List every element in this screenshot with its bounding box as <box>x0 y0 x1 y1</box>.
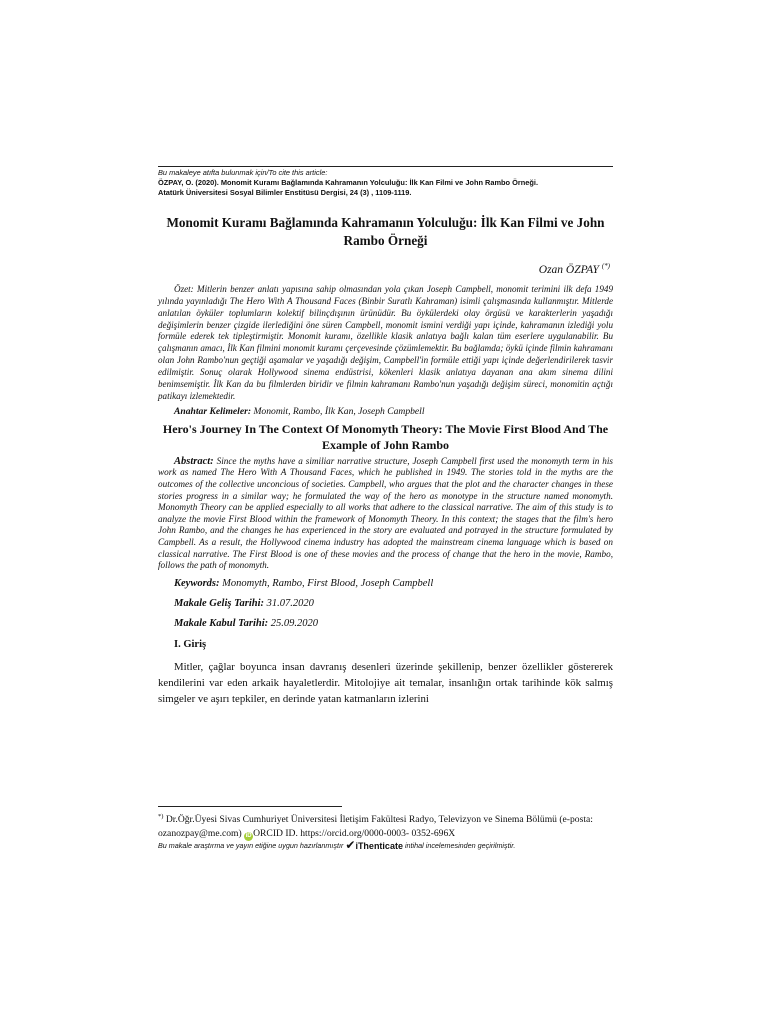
keywords-en-label: Keywords: <box>174 577 220 589</box>
plagiarism-note <box>158 838 613 852</box>
section-heading: I. Giriş <box>174 638 207 650</box>
accepted-value: 25.09.2020 <box>270 617 319 629</box>
body-paragraph: Mitler, çağlar boyunca insan davranış desenleri üzerinde şekillenip, benzer özellikler göstererek kendilerini var eden arkaik hayaletlerdir. Mitolojiye ait temalar, insanlığın ortak tarihinde kök salmış simgeler ve aşırı tepkiler, en derinde yatan katmanların izlerini <box>158 660 613 705</box>
footnote-mark: *) <box>158 813 164 820</box>
article-title-tr: Monomit Kuramı Bağlamında Kahramanın Yolculuğu: İlk Kan Filmi ve John Rambo Örneği <box>166 215 605 248</box>
orcid-icon: iD <box>245 833 252 840</box>
plagiarism-text-before: Bu makale araştırma ve yayın etiğine uygun hazırlanmıştır <box>158 841 344 850</box>
keywords-en <box>158 578 613 589</box>
abstract-tr-label: Özet: <box>174 283 194 294</box>
plagiarism-text-after: intihal incelemesinden geçirilmiştir. <box>404 841 516 850</box>
article-page <box>158 166 613 707</box>
citation-intro: Bu makaleye atıfta bulunmak için/To cite this article: <box>158 168 328 177</box>
citation-block <box>158 166 613 198</box>
footnote-divider <box>158 806 342 807</box>
author <box>158 262 610 276</box>
citation-ref-line1: ÖZPAY, O. (2020). Monomit Kuramı Bağlamında Kahramanın Yolculuğu: İlk Kan Filmi ve John Rambo Örneği. <box>158 178 538 187</box>
footnote <box>158 810 613 841</box>
ithenticate-logo <box>345 838 403 852</box>
received-label: Makale Geliş Tarihi: <box>174 597 265 609</box>
accepted-date <box>158 618 613 629</box>
abstract-en <box>158 456 613 572</box>
author-name: Ozan ÖZPAY <box>538 263 599 276</box>
citation-ref-line2: Atatürk Üniversitesi Sosyal Bilimler Enstitüsü Dergisi, 24 (3) , 1109-1119. <box>158 188 412 197</box>
keywords-en-text: Monomyth, Rambo, First Blood, Joseph Campbell <box>222 577 434 589</box>
ithenticate-brand: iThenticate <box>355 841 403 851</box>
orcid-link[interactable]: ORCID ID. https://orcid.org/0000-0003- 0352-696X <box>253 828 456 840</box>
keywords-tr-text: Monomit, Rambo, İlk Kan, Joseph Campbell <box>253 405 425 417</box>
keywords-tr <box>158 406 613 417</box>
abstract-tr <box>158 284 613 403</box>
abstract-en-label: Abstract: <box>174 455 214 467</box>
abstract-en-text: Since the myths have a similiar narrative structure, Joseph Campbell first used the monomyth term in his work as named The Hero With A Thousand Faces, which he published in 1949. The stories told in the myths are the outcomes of the collective unconcious of societies. Campbell, who argues that the plot and the character changes in these stories progress in a similar way; he formulated the way of the hero as monotype in the structure named monomyth. Monomyth Theory can be applied especially to all works that adhere to the classical narrative. The aim of this study is to analyze the movie First Blood within the framework of Monomyth Theory. In this context; the stages that the film's hero John Rambo, and the changes he has experienced in the story are evaluated and potrayed in the structure formulated by Campbell. As a result, the Hollywood cinema industry has adopted the mainstream cinema language which is based on classical narrative. The First Blood is one of these movies and the process of change that the hero in the movie, Rambo, follows the path of monomyth. <box>158 455 613 571</box>
author-footnote-mark[interactable]: (*) <box>601 262 610 270</box>
article-title-en: Hero's Journey In The Context Of Monomyth Theory: The Movie First Blood And The Example of John Rambo <box>162 421 609 452</box>
received-value: 31.07.2020 <box>266 597 314 609</box>
accepted-label: Makale Kabul Tarihi: <box>174 617 269 629</box>
received-date <box>158 598 613 609</box>
keywords-tr-label: Anahtar Kelimeler: <box>174 405 252 417</box>
footnote-text: Dr.Öğr.Üyesi Sivas Cumhuriyet Üniversitesi İletişim Fakültesi Radyo, Televizyon ve Sinema Bölümü (e-posta: ozanozpay@me.com) <box>158 814 593 840</box>
abstract-tr-text: Mitlerin benzer anlatı yapısına sahip olmasından yola çıkan Joseph Campbell, monomit terimini ilk defa 1949 yılında yayınladığı The Hero With A Thousand Faces (Binbir Suratlı Kahraman) isimli çalışmasında kullanmıştır. Mitlerde anlatılan öyküler toplumların kolektif bilinçdışının ürünüdür. Bu öykülerdeki olay örgüsü ve karakterlerin yaşadığı değişimlerin benzer çizgide ilerlediğini öne süren Campbell, monomit ismini verdiği yapı içinde, kahramanın izlediği yolu formüle ederek tek tipleştirmiştir. Monomit kuramı, özellikle klasik anlatıya bağlı kalan tüm eserlere uygulanabilir. Bu çalışmanın amacı, İlk Kan filmini monomit kuramı çerçevesinde çözümlemektir. Bu bağlamda; öykü içinde filmin kahramanı olan John Rambo'nun geçtiği aşamalar ve yaşadığı değişim, Campbell'in formüle ettiği yapı içinde değerlendirilerek tasvir edilmiştir. Sonuç olarak Hollywood sinema endüstrisi, kökenleri klasik anlatıya dayanan ana akım sinema dilini benimsemiştir. İlk Kan da bu filmlerden biridir ve filmin kahramanı Rambo'nun yaşadığı değişim süreci, monomitin açtığı patikayı izlemektedir. <box>158 283 613 401</box>
checkmark-icon: ✔ <box>345 838 356 852</box>
